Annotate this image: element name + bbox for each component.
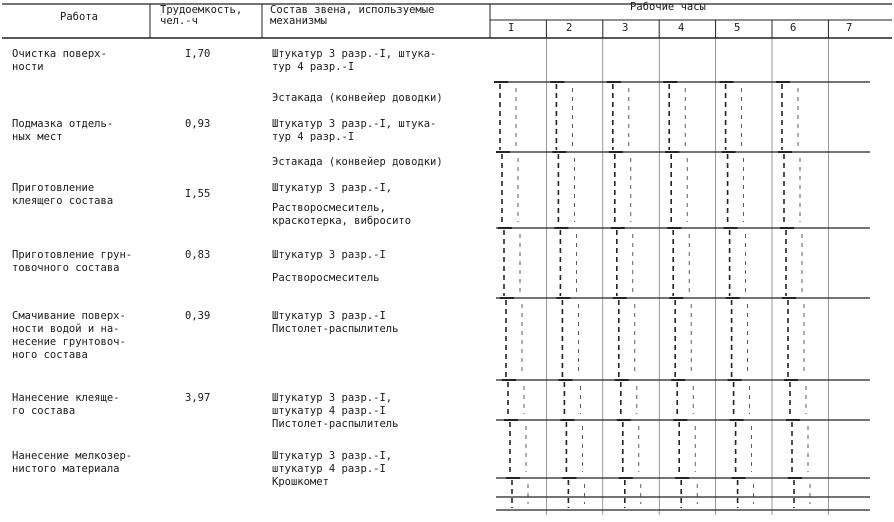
labor-cell: 0,83 <box>185 249 211 261</box>
crew-cell: Штукатур 3 разр.-I, штука- тур 4 разр.-I <box>272 118 437 143</box>
crew-cell: Штукатур 3 разр.-I <box>272 249 386 261</box>
crew-cell: Штукатур 3 разр.-I, штукатур 4 разр.-I Пистолет-распылитель <box>272 392 399 430</box>
crew-cell: Растворосмеситель <box>272 272 380 284</box>
labor-cell: 0,39 <box>185 310 211 322</box>
hour-label: 7 <box>846 22 853 34</box>
hour-label: 3 <box>622 22 629 34</box>
crew-cell: Штукатур 3 разр.-I, штукатур 4 разр.-I Крошкомет <box>272 450 393 488</box>
work-cell: Смачивание поверх- ности водой и на- несение грунтовоч- ного состава <box>12 310 126 361</box>
header-hours: Рабочие часы <box>630 1 706 13</box>
work-cell: Приготовление грун- товочного состава <box>12 249 133 274</box>
labor-cell: 3,97 <box>185 392 211 404</box>
work-cell: Нанесение клеяще- го состава <box>12 392 120 417</box>
labor-cell: 0,93 <box>185 118 211 130</box>
work-cell: Подмазка отдель- ных мест <box>12 118 114 143</box>
labor-cell: I,55 <box>185 188 211 200</box>
crew-cell: Штукатур 3 разр.-I, штука- тур 4 разр.-I <box>272 48 437 73</box>
labor-cell: I,70 <box>185 48 211 60</box>
header-crew: Состав звена, используемые механизмы <box>270 4 435 27</box>
crew-cell: Эстакада (конвейер доводки) <box>272 156 443 168</box>
hour-label: I <box>508 22 515 34</box>
hour-label: 5 <box>734 22 741 34</box>
hour-label: 2 <box>566 22 573 34</box>
crew-cell: Растворосмеситель, краскотерка, вибросито <box>272 202 412 227</box>
header-labor: Трудоемкость, чел.-ч <box>160 4 243 27</box>
crew-cell: Штукатур 3 разр.-I Пистолет-распылитель <box>272 310 399 335</box>
work-cell: Очистка поверх- ности <box>12 48 107 73</box>
hour-label: 6 <box>790 22 797 34</box>
work-cell: Нанесение мелкозер- нистого материала <box>12 450 133 475</box>
work-cell: Приготовление клеящего состава <box>12 182 114 207</box>
hour-label: 4 <box>678 22 685 34</box>
header-work: Работа <box>60 11 98 23</box>
crew-cell: Штукатур 3 разр.-I, <box>272 182 393 194</box>
crew-cell: Эстакада (конвейер доводки) <box>272 92 443 104</box>
